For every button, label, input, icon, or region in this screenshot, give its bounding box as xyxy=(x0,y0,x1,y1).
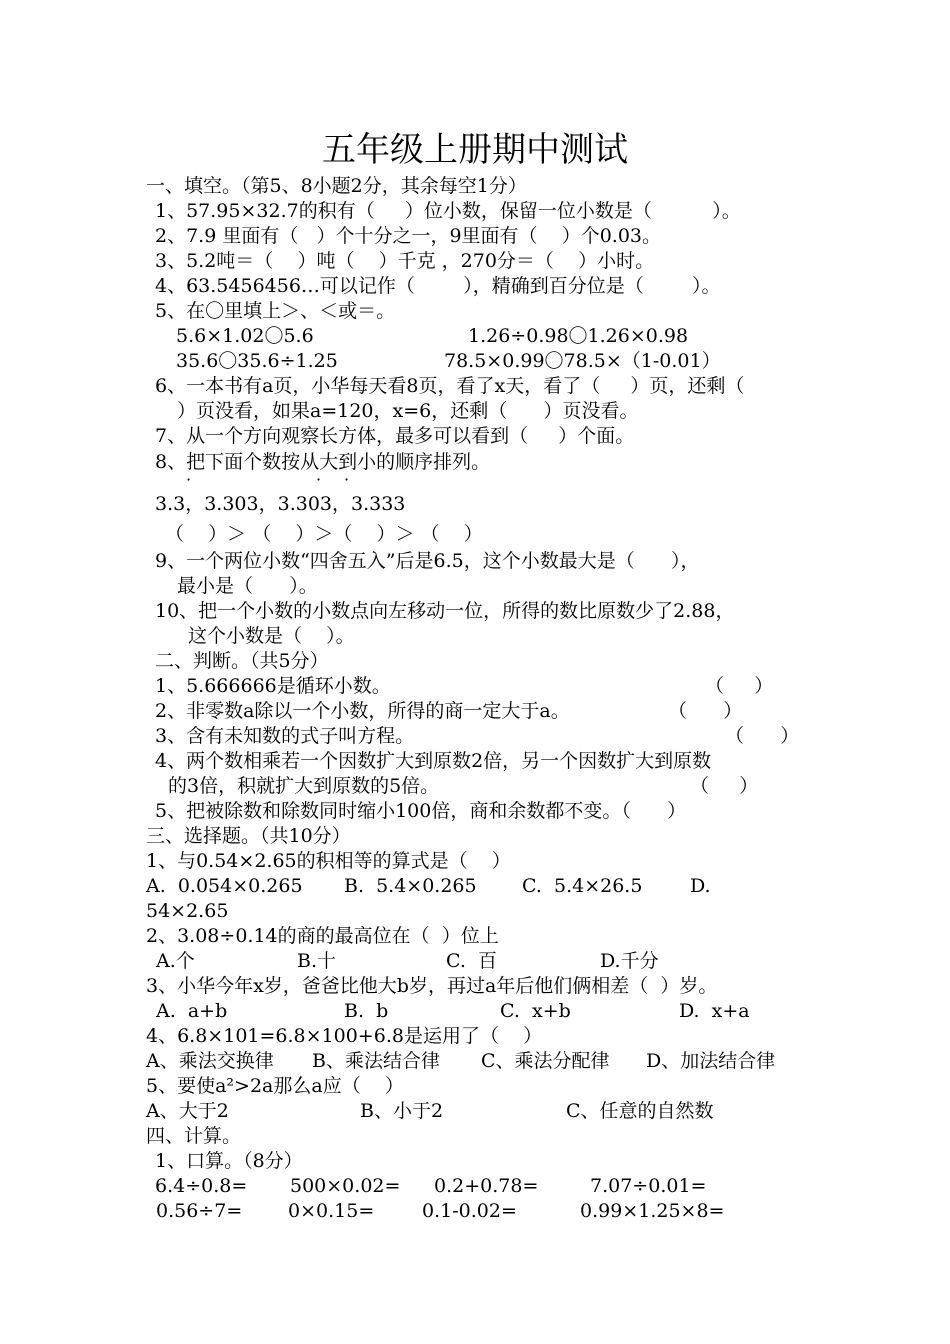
s1-q5-item-a: 5.6×1.02〇5.6 xyxy=(176,325,314,347)
s3-q5-option-a: A、大于2 xyxy=(146,1100,229,1122)
s2-q3-answer-blank: （ ） xyxy=(725,725,800,747)
s2-question-3: 3、含有未知数的式子叫方程。 xyxy=(155,725,415,747)
s1-question-5: 5、在〇里填上＞、＜或＝。 xyxy=(155,300,396,322)
s2-q4-answer-blank: （ ） xyxy=(690,775,759,797)
s3-question-1: 1、与0.54×2.65的积相等的算式是（ ） xyxy=(146,850,511,872)
s1-question-3: 3、5.2吨＝（ ）吨（ ）千克 ，270分＝（ ）小时。 xyxy=(155,250,655,272)
s3-q2-option-b: B.十 xyxy=(297,950,337,972)
page-title: 五年级上册期中测试 xyxy=(322,130,628,170)
s3-q5-option-b: B、小于2 xyxy=(360,1100,444,1122)
s3-question-2: 2、3.08÷0.14的商的最高位在（ ）位上 xyxy=(146,925,499,947)
s1-q8-numbers: 3.3，3.303，3.303，3.333 xyxy=(155,493,406,515)
s3-question-3: 3、小华今年x岁，爸爸比他大b岁，再过a年后他们俩相差（ ）岁。 xyxy=(146,975,718,997)
s4-calc-item: 0×0.15= xyxy=(288,1200,375,1222)
s4-sub-1-heading: 1、口算。（8分） xyxy=(155,1150,303,1172)
s2-question-4-line-1: 4、两个数相乘若一个因数扩大到原数2倍，另一个因数扩大到原数 xyxy=(155,750,712,772)
s1-question-1: 1、57.95×32.7的积有（ ）位小数，保留一位小数是（ ）。 xyxy=(155,200,741,222)
s3-q3-option-a: A. a+b xyxy=(156,1000,228,1022)
s4-calc-item: 6.4÷0.8= xyxy=(155,1175,248,1197)
s3-q1-option-d-value: 54×2.65 xyxy=(146,900,229,922)
s3-q4-option-a: A、乘法交换律 xyxy=(146,1050,274,1072)
s3-q5-option-c: C、任意的自然数 xyxy=(566,1100,714,1122)
s4-calc-item: 0.2+0.78= xyxy=(434,1175,539,1197)
s3-q1-option-b: B. 5.4×0.265 xyxy=(344,875,477,897)
s3-question-5: 5、要使a²>2a那么a应（ ） xyxy=(146,1075,404,1097)
s3-q3-option-c: C. x+b xyxy=(500,1000,571,1022)
s3-q4-option-b: B、乘法结合律 xyxy=(312,1050,440,1072)
s1-question-4: 4、63.5456456…可以记作（ ），精确到百分位是（ ）。 xyxy=(155,275,721,297)
s2-question-2: 2、非零数a除以一个小数，所得的商一定大于a。 xyxy=(155,700,570,722)
s1-q5-item-d: 78.5×0.99〇78.5×（1-0.01） xyxy=(444,350,721,372)
s1-question-6-line-2: ）页没看，如果a=120，x=6，还剩（ ）页没看。 xyxy=(177,400,639,422)
repeating-dot-mark: · xyxy=(316,470,322,489)
s3-q1-option-d: D. xyxy=(690,875,711,897)
s3-q4-option-c: C、乘法分配律 xyxy=(481,1050,610,1072)
s1-question-6-line-1: 6、一本书有a页，小华每天看8页，看了x天，看了（ ）页，还剩（ xyxy=(155,375,745,397)
section-1-heading: 一、填空。（第5、8小题2分，其余每空1分） xyxy=(146,175,527,197)
section-2-heading: 二、判断。（共5分） xyxy=(155,650,329,672)
s3-q2-option-a: A.个 xyxy=(156,950,195,972)
s1-q5-item-c: 35.6〇35.6÷1.25 xyxy=(176,350,338,372)
repeating-dot-mark: · xyxy=(186,470,192,489)
s4-calc-item: 0.1-0.02= xyxy=(422,1200,517,1222)
s4-calc-item: 0.56÷7= xyxy=(156,1200,243,1222)
s2-question-4-line-2: 的3倍，积就扩大到原数的5倍。 xyxy=(168,775,440,797)
s3-q2-option-d: D.千分 xyxy=(600,950,659,972)
section-4-heading: 四、计算。 xyxy=(146,1125,242,1147)
s3-q2-option-c: C. 百 xyxy=(446,950,497,972)
s3-q3-option-b: B. b xyxy=(344,1000,389,1022)
s2-question-1: 1、5.666666是循环小数。 xyxy=(155,675,391,697)
s3-q1-option-a: A. 0.054×0.265 xyxy=(146,875,303,897)
s1-question-7: 7、从一个方向观察长方体，最多可以看到（ ）个面。 xyxy=(155,425,635,447)
s2-question-5: 5、把被除数和除数同时缩小100倍，商和余数都不变。（ ） xyxy=(155,800,687,822)
s1-question-2: 2、7.9 里面有（ ）个十分之一，9里面有（ ）个0.03。 xyxy=(155,225,662,247)
s1-q8-blanks: （ ）＞ （ ）＞（ ）＞ （ ） xyxy=(165,523,483,545)
s1-question-10-line-2: 这个小数是（ ）。 xyxy=(188,625,355,647)
repeating-dot-mark: · xyxy=(344,470,350,489)
s2-q2-answer-blank: （ ） xyxy=(668,700,743,722)
s1-q5-item-b: 1.26÷0.98〇1.26×0.98 xyxy=(468,325,689,347)
s3-q4-option-d: D、加法结合律 xyxy=(646,1050,776,1072)
s3-question-4: 4、6.8×101=6.8×100+6.8是运用了（ ） xyxy=(146,1025,543,1047)
section-3-heading: 三、选择题。（共10分） xyxy=(146,825,351,847)
s4-calc-item: 7.07÷0.01= xyxy=(590,1175,707,1197)
s1-question-8: 8、把下面个数按从大到小的顺序排列。 xyxy=(155,451,491,473)
s1-question-9-line-1: 9、一个两位小数“四舍五入”后是6.5，这个小数最大是（ ）， xyxy=(155,550,700,572)
s3-q1-option-c: C. 5.4×26.5 xyxy=(522,875,643,897)
s4-calc-item: 0.99×1.25×8= xyxy=(580,1200,725,1222)
s1-question-10-line-1: 10、把一个小数的小数点向左移动一位，所得的数比原数少了2.88， xyxy=(155,600,735,622)
s3-q3-option-d: D. x+a xyxy=(679,1000,750,1022)
s1-question-9-line-2: 最小是（ ）。 xyxy=(177,575,318,597)
s4-calc-item: 500×0.02= xyxy=(290,1175,401,1197)
s2-q1-answer-blank: （ ） xyxy=(705,675,774,697)
